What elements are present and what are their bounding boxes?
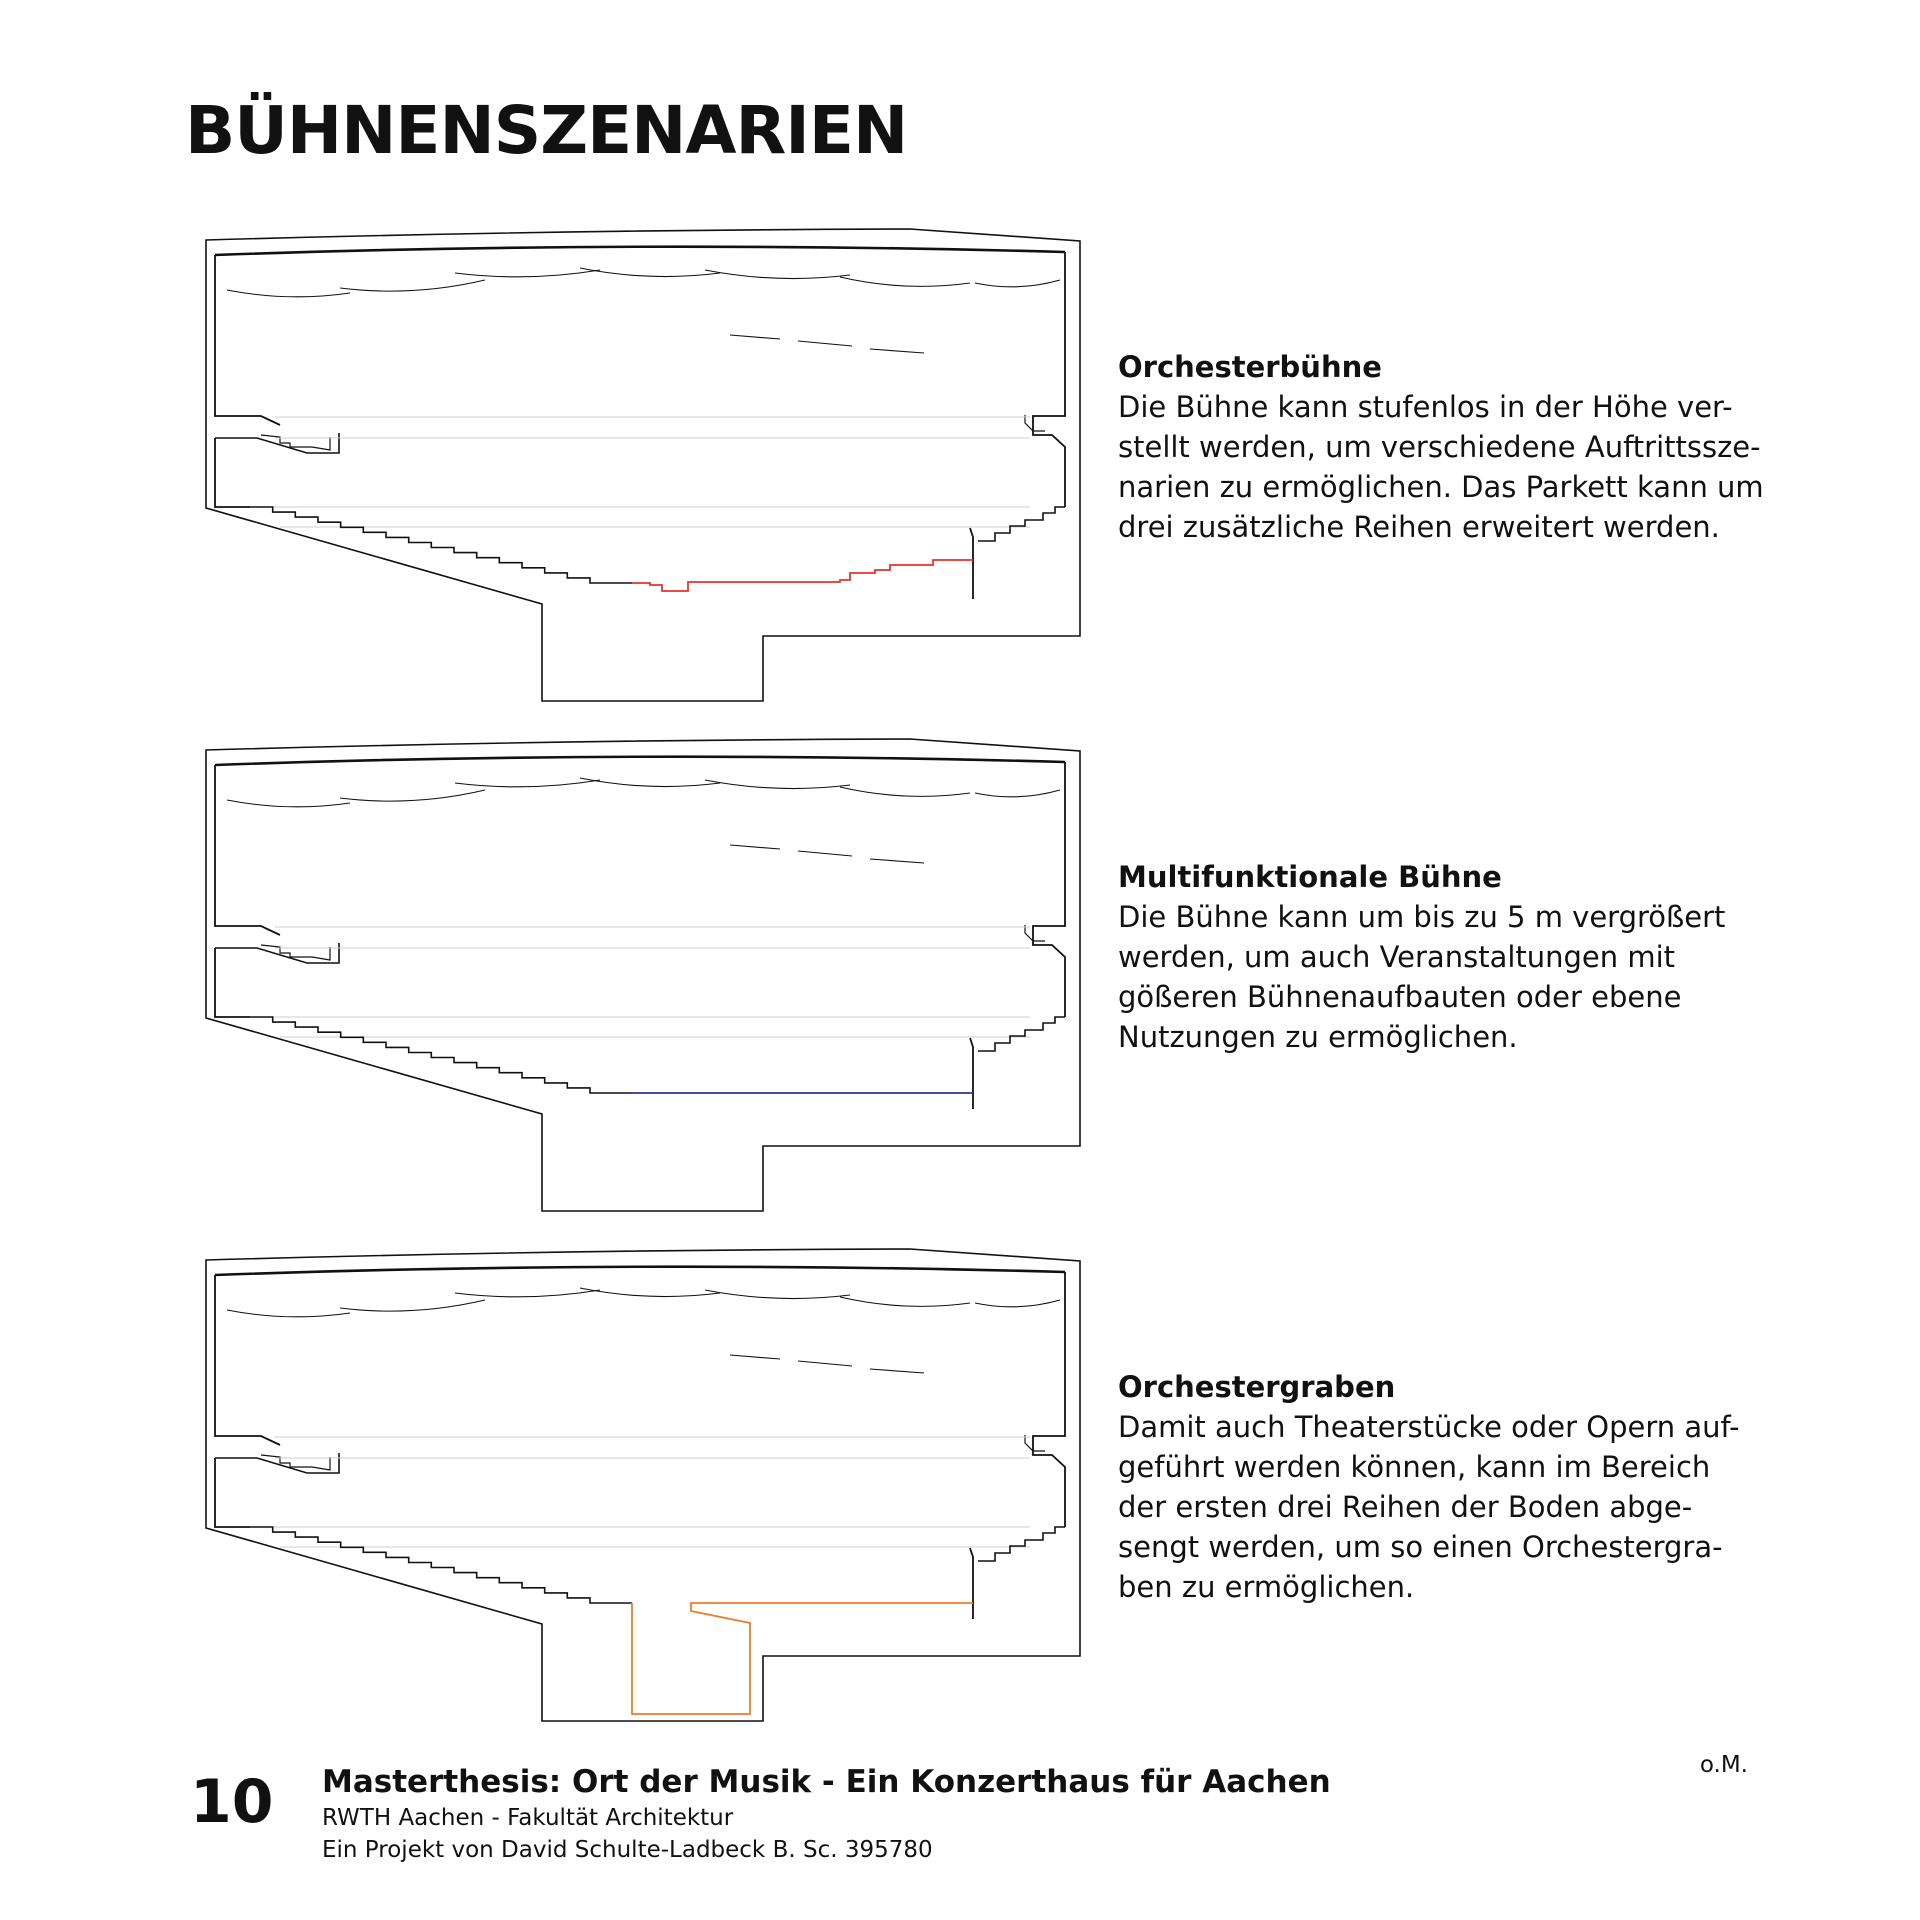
acoustic-reflector: [798, 851, 852, 856]
scenario-description: [1118, 347, 1778, 547]
right-stage-steps: [978, 1527, 1065, 1561]
left-lower-wall: [215, 1458, 250, 1527]
scenario-text-line: gößeren Bühnenaufbauten oder ebene: [1118, 980, 1682, 1014]
left-lower-wall: [215, 948, 250, 1017]
acoustic-reflector: [227, 800, 350, 807]
scenario-heading: Orchesterbühne: [1118, 350, 1382, 384]
scale-note: o.M.: [1699, 1752, 1748, 1778]
acoustic-reflector: [340, 790, 485, 801]
ceiling: [215, 1267, 1065, 1275]
auditorium-steps: [250, 507, 632, 583]
left-upper-wall: [215, 765, 280, 935]
acoustic-reflector: [580, 1288, 720, 1297]
ceiling: [215, 757, 1065, 765]
right-stage-steps: [978, 1017, 1065, 1051]
acoustic-reflector: [455, 270, 600, 277]
acoustic-reflector: [340, 280, 485, 291]
acoustic-reflector: [975, 280, 1060, 287]
acoustic-reflector: [798, 1361, 852, 1366]
stage-back-wall: [970, 528, 973, 599]
acoustic-reflector: [455, 780, 600, 787]
acoustic-reflector: [340, 1300, 485, 1311]
right-stage-steps: [978, 507, 1065, 541]
page-number: 10: [190, 1767, 274, 1837]
acoustic-reflector: [840, 787, 970, 796]
acoustic-reflector: [798, 341, 852, 346]
left-upper-wall: [215, 1275, 280, 1445]
scenario-text-line: sengt werden, um so einen Orchestergra-: [1118, 1530, 1723, 1564]
left-lower-wall: [215, 438, 250, 507]
footer-institution: RWTH Aachen - Fakultät Architektur: [322, 1805, 734, 1831]
orchestra-pit-highlight: [632, 1603, 973, 1714]
acoustic-reflector: [975, 1300, 1060, 1307]
section-diagram-orchestergraben: [200, 1245, 1100, 1725]
section-diagram-orchesterbuehne: [200, 225, 1100, 705]
left-balcony: [215, 1453, 339, 1473]
left-upper-wall: [215, 255, 280, 425]
acoustic-reflector: [705, 270, 850, 279]
acoustic-reflector: [455, 1290, 600, 1297]
ceiling: [215, 247, 1065, 255]
scenario-heading: Multifunktionale Bühne: [1118, 860, 1502, 894]
section-diagram-multifunktional: [200, 735, 1100, 1215]
scenario-text-line: narien zu ermöglichen. Das Parkett kann um: [1118, 470, 1764, 504]
footer-title: Masterthesis: Ort der Musik - Ein Konzerthaus für Aachen: [322, 1764, 1331, 1800]
acoustic-reflector: [227, 290, 350, 297]
acoustic-reflector: [870, 349, 924, 353]
left-balcony: [215, 433, 339, 453]
scenario-text-line: geführt werden können, kann im Bereich: [1118, 1450, 1711, 1484]
scenario-text-line: drei zusätzliche Reihen erweitert werden.: [1118, 510, 1720, 544]
scenario-description: [1118, 857, 1778, 1057]
acoustic-reflector: [580, 268, 720, 277]
right-wall: [1033, 1272, 1065, 1527]
acoustic-reflector: [975, 790, 1060, 797]
acoustic-reflector: [227, 1310, 350, 1317]
scenario-text-line: stellt werden, um verschiedene Auftrittssze-: [1118, 430, 1761, 464]
acoustic-reflector: [730, 335, 780, 339]
right-wall: [1033, 762, 1065, 1017]
footer-author: Ein Projekt von David Schulte-Ladbeck B. Sc. 395780: [322, 1837, 933, 1863]
scenario-description: [1118, 1367, 1778, 1607]
scenario-text-line: werden, um auch Veranstaltungen mit: [1118, 940, 1676, 974]
scenario-text-line: Damit auch Theaterstücke oder Opern auf-: [1118, 1410, 1740, 1444]
acoustic-reflector: [840, 1297, 970, 1306]
scenario-heading: Orchestergraben: [1118, 1370, 1396, 1404]
auditorium-steps: [250, 1017, 632, 1093]
acoustic-reflector: [870, 859, 924, 863]
scenario-text-line: Die Bühne kann stufenlos in der Höhe ver-: [1118, 390, 1733, 424]
scenario-text-line: Die Bühne kann um bis zu 5 m vergrößert: [1118, 900, 1726, 934]
outer-shell: [206, 1249, 1080, 1721]
footer: [322, 1762, 1331, 1866]
right-wall: [1033, 252, 1065, 507]
scenario-text-line: ben zu ermöglichen.: [1118, 1570, 1415, 1604]
stage-floor-highlight: [632, 560, 973, 591]
acoustic-reflector: [580, 778, 720, 787]
scenario-text-line: der ersten drei Reihen der Boden abge-: [1118, 1490, 1693, 1524]
stage-back-wall: [970, 1548, 973, 1619]
auditorium-steps: [250, 1527, 632, 1603]
left-balcony: [215, 943, 339, 963]
acoustic-reflector: [730, 1355, 780, 1359]
acoustic-reflector: [730, 845, 780, 849]
outer-shell: [206, 739, 1080, 1211]
acoustic-reflector: [705, 780, 850, 789]
stage-back-wall: [970, 1038, 973, 1109]
acoustic-reflector: [870, 1369, 924, 1373]
page-title: BÜHNENSZENARIEN: [185, 92, 908, 169]
scenario-text-line: Nutzungen zu ermöglichen.: [1118, 1020, 1518, 1054]
acoustic-reflector: [840, 277, 970, 286]
acoustic-reflector: [705, 1290, 850, 1299]
outer-shell: [206, 229, 1080, 701]
